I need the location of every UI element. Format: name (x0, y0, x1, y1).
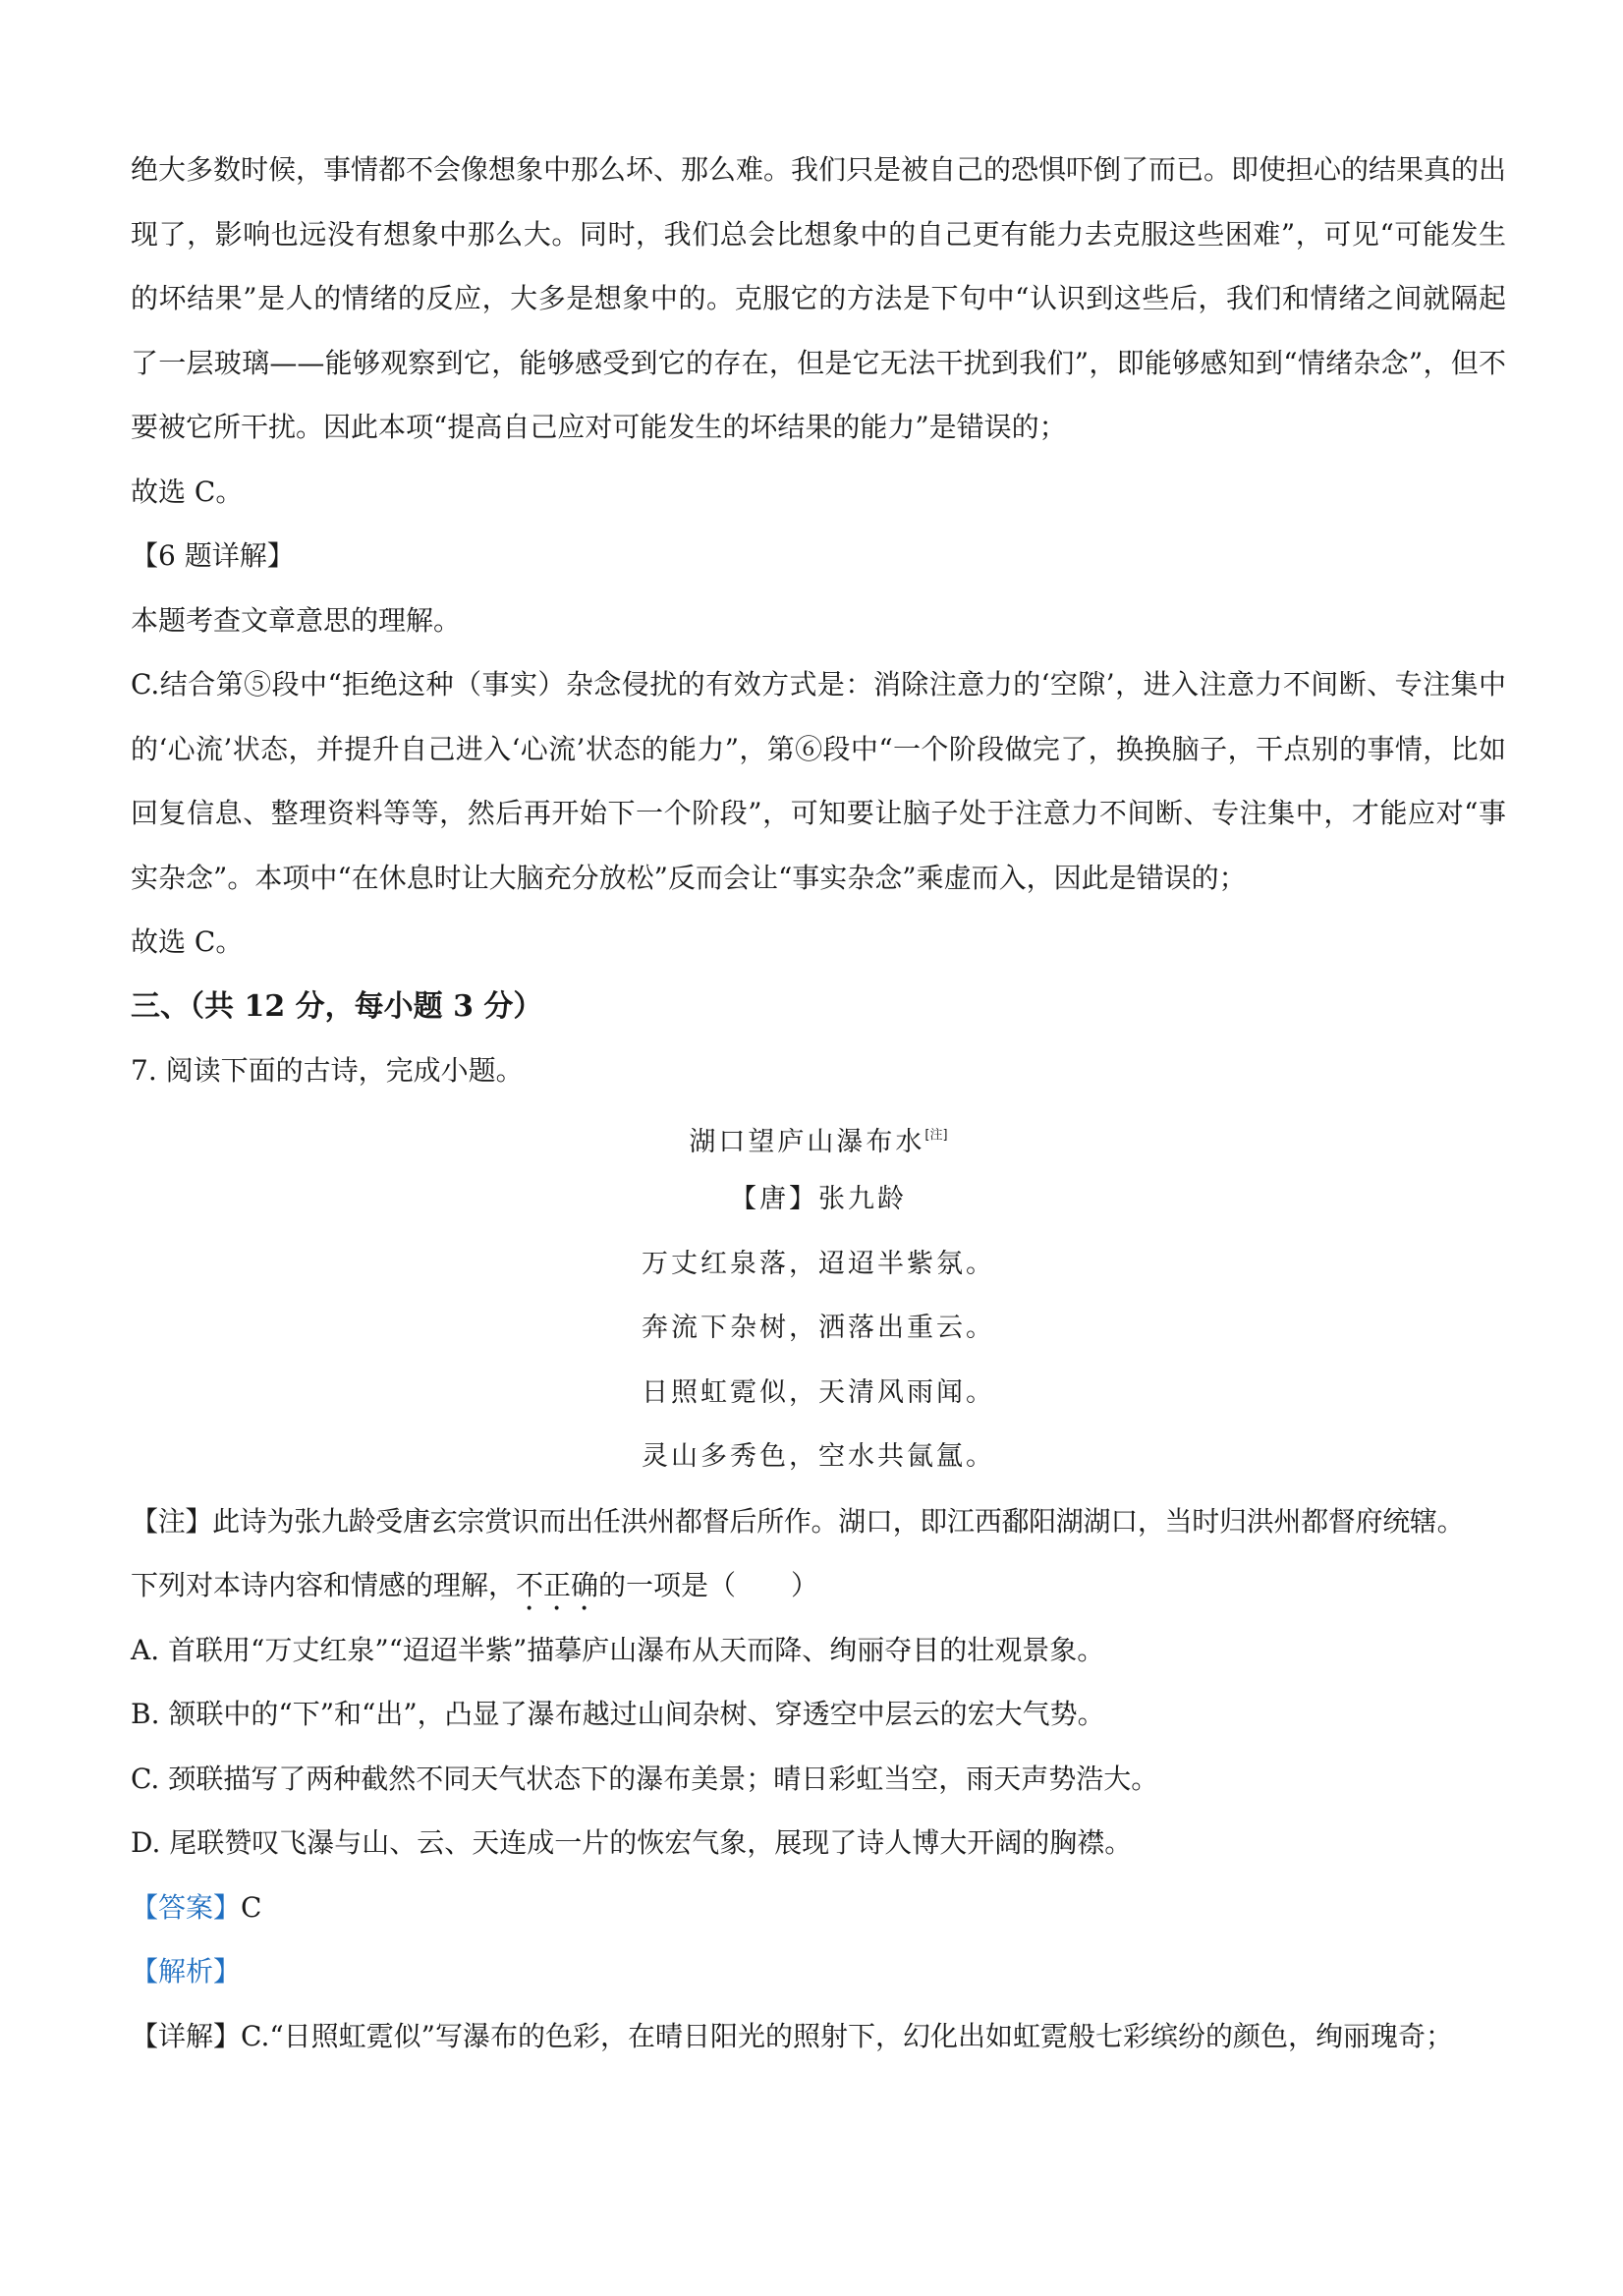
section-heading: 三、（共 12 分，每小题 3 分） (131, 988, 543, 1024)
poem-line-4: 灵山多秀色，空水共氤氲。 (642, 1441, 995, 1472)
detail-label: 【详解】 (131, 2019, 242, 2052)
q6-detail-label: 【6 题详解】 (131, 539, 295, 572)
option-c: C. 颈联描写了两种截然不同天气状态下的瀑布美景；晴日彩虹当空，雨天声势浩大。 (131, 1762, 1159, 1795)
q6-intro: 本题考查文章意思的理解。 (131, 603, 462, 637)
option-d: D. 尾联赞叹飞瀑与山、云、天连成一片的恢宏气象，展现了诗人博大开阔的胸襟。 (131, 1826, 1133, 1859)
answer-label: 【答案】 (131, 1890, 242, 1924)
detail-line (131, 2004, 1506, 2069)
analysis-label: 【解析】 (131, 1955, 242, 1988)
poem-title-note-mark: [注] (924, 1127, 948, 1143)
q5-choice-line: 故选 C。 (131, 475, 244, 508)
paragraph-q5-explanation: 绝大多数时候，事情都不会像想象中那么坏、那么难。我们只是被自己的恐惧吓倒了而已。即使担心的结果真的出现了，影响也远没有想象中那么大。同时，我们总会比想象中的自己更有能力去克服这些困难”，可见“可能发生的坏结果”是人的情绪的反应，大多是想象中的。克服它的方法是下句中“认识到这些后，我们和情绪之间就隔起了一层玻璃——能够观察到它，能够感受到它的存在，但是它无法干扰到我们”，即能够感知到“情绪杂念”，但不要被它所干扰。因此本项“提高自己应对可能发生的坏结果的能力”是错误的； (131, 153, 1507, 443)
poem-line-1: 万丈红泉落，迢迢半紫氛。 (642, 1248, 995, 1279)
answer-value: C (241, 1890, 262, 1924)
option-b: B. 颔联中的“下”和“出”，凸显了瀑布越过山间杂树、穿透空中层云的宏大气势。 (131, 1698, 1105, 1730)
poem-title-text: 湖口望庐山瀑布水 (689, 1126, 925, 1157)
detail-text: C.“日照虹霓似”写瀑布的色彩，在晴日阳光的照射下，幻化出如虹霓般七彩缤纷的颜色，绚丽瑰奇； (241, 2019, 1453, 2052)
poem-line-3: 日照虹霓似，天清风雨闻。 (642, 1376, 995, 1408)
answer-line (131, 1876, 1506, 1940)
paragraph-q6-explanation: C.结合第⑤段中“拒绝这种（事实）杂念侵扰的有效方式是：消除注意力的‘空隙’，进入注意力不间断、专注集中的‘心流’状态，并提升自己进入‘心流’状态的能力”，第⑥段中“一个阶段做完了，换换脑子，干点别的事情，比如回复信息、整理资料等等，然后再开始下一个阶段”，可知要让脑子处于注意力不间断、专注集中，才能应对“事实杂念”。本项中“在休息时让大脑充分放松”反而会让“事实杂念”乘虚而入，因此是错误的； (131, 668, 1506, 894)
question-stem (131, 1553, 1506, 1618)
question-stem-after: 的一项是（ ） (598, 1569, 819, 1601)
q6-choice-line: 故选 C。 (131, 925, 244, 958)
poem-title (131, 1103, 1506, 1168)
poem-note: 【注】此诗为张九龄受唐玄宗赏识而出任洪州都督后所作。湖口，即江西鄱阳湖湖口，当时归洪州都督府统辖。 (131, 1504, 1465, 1538)
question-stem-before: 下列对本诗内容和情感的理解， (131, 1569, 517, 1601)
poem-line-2: 奔流下杂树，洒落出重云。 (642, 1313, 995, 1343)
document-page (131, 138, 1506, 2068)
question-7-intro: 7. 阅读下面的古诗，完成小题。 (131, 1054, 524, 1087)
poem-author: 【唐】张九龄 (730, 1184, 907, 1214)
option-a: A. 首联用“万丈红泉”“迢迢半紫”描摹庐山瀑布从天而降、绚丽夺目的壮观景象。 (131, 1633, 1105, 1666)
question-stem-emphasis: 不正确 (516, 1569, 599, 1601)
